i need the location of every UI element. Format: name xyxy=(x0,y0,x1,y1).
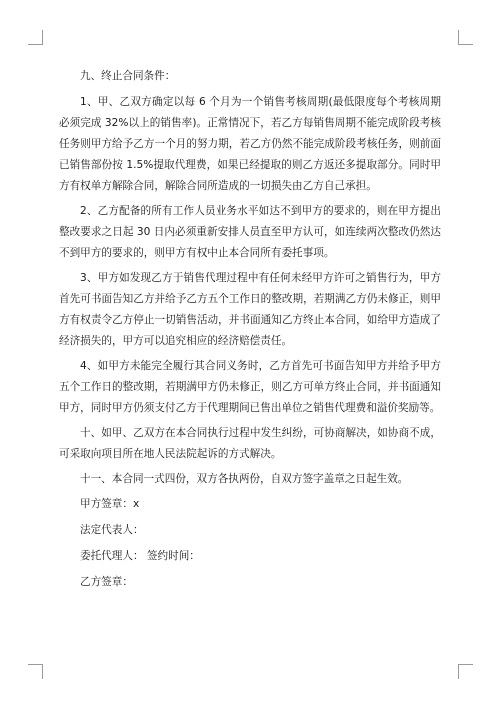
clause-11: 十一、本合同一式四份，双方各执两份，自双方签字盖章之日起生效。 xyxy=(80,473,409,485)
clause-1: 1、甲、乙双方确定以每 6 个月为一个销售考核周期(最低限度每个考核周期必须完成 32%以上的销售率)。正常情况下，若乙方每销售周期不能完成阶段考核任务则甲方给予乙方一个月的努力期，若乙方仍然不能完成阶段考核任务，则前面已销售部份按 1.5%提取代理费，如果已经提取的则乙方返还多提取部分。同时甲方有权单方解除合同，解除合同所造成的一切损失由乙方自己承担。 xyxy=(59,96,441,192)
document-body xyxy=(59,66,441,598)
section-heading: 九、终止合同条件： xyxy=(80,70,176,82)
clause-4: 4、如甲方未能完全履行其合同义务时，乙方首先可书面告知甲方并给予甲方五个工作日的整改期，若期满甲方仍未修正，则乙方可单方终止合同，并书面通知甲方，同时甲方仍须支付乙方于代理期间已售出单位之销售代理费和溢价奖励等。 xyxy=(59,360,441,414)
party-b-signature: 乙方签章： xyxy=(80,576,133,588)
clause-3: 3、甲方如发现乙方于销售代理过程中有任何未经甲方许可之销售行为，甲方首先可书面告知乙方并给予乙方五个工作日的整改期，若期满乙方仍未修正，则甲方有权责令乙方停止一切销售活动，并书面通知乙方终止本合同，如给甲方造成了经济损失的，甲方可以追究相应的经济赔偿责任。 xyxy=(59,272,441,347)
clause-10: 十、如甲、乙双方在本合同执行过程中发生纠纷，可协商解决，如协商不成，可采取向项目所在地人民法院起诉的方式解决。 xyxy=(59,427,441,460)
crop-mark-top-left xyxy=(28,30,43,45)
crop-mark-bottom-left xyxy=(28,664,43,679)
agent-and-signing-time: 委托代理人： 签约时间： xyxy=(80,550,200,562)
legal-representative: 法定代表人： xyxy=(80,524,144,536)
clause-2: 2、乙方配备的所有工作人员业务水平如达不到甲方的要求的，则在甲方提出整改要求之日起 30 日内必须重新安排人员直至甲方认可，如连续两次整改仍然达不到甲方的要求的，则甲方有权中止本合同所有委托事项。 xyxy=(59,205,441,259)
party-a-signature: 甲方签章：x xyxy=(80,498,140,510)
crop-mark-bottom-right xyxy=(458,664,473,679)
crop-mark-top-right xyxy=(458,30,473,45)
